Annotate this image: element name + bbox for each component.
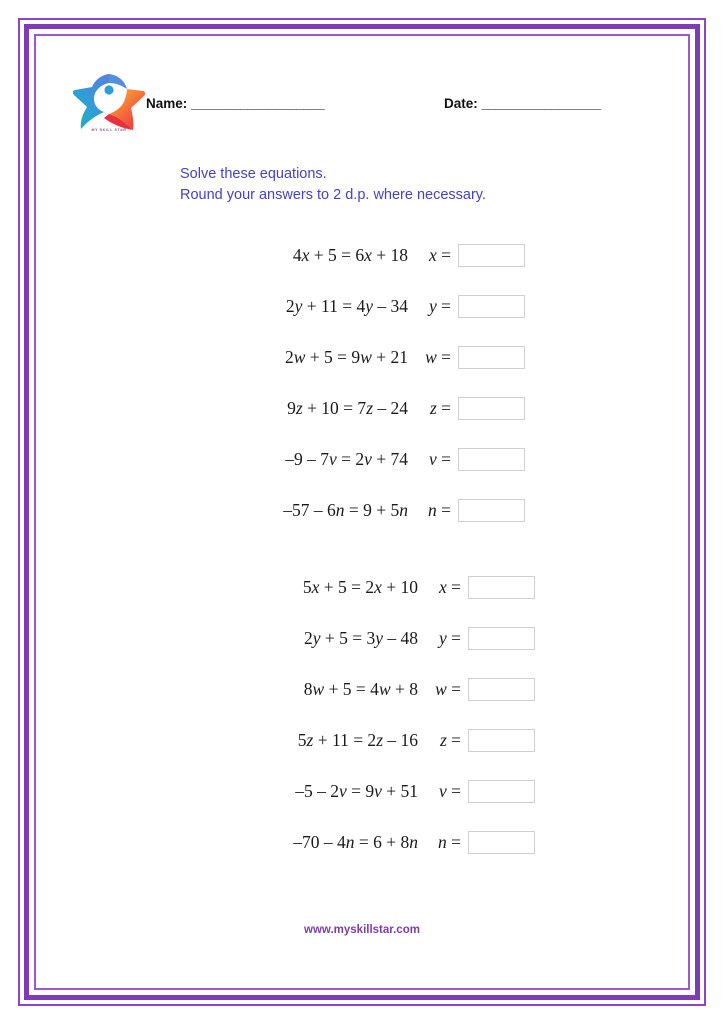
answer-input[interactable] bbox=[458, 244, 525, 267]
decorative-frame-outer bbox=[18, 18, 706, 1006]
name-write-line[interactable]: ___________________ bbox=[191, 96, 325, 111]
equation-expression: 8w + 5 = 4w + 8 bbox=[303, 679, 418, 699]
equation-variable-label: n = bbox=[438, 832, 461, 852]
instructions bbox=[180, 164, 486, 206]
equation-expression: 4x + 5 = 6x + 18 bbox=[292, 245, 408, 265]
answer-input[interactable] bbox=[458, 448, 525, 471]
equation-row bbox=[38, 562, 686, 613]
instruction-line-2: Round your answers to 2 d.p. where necessary. bbox=[180, 187, 487, 203]
equation-row bbox=[38, 485, 686, 536]
equation-variable-label: n = bbox=[428, 500, 451, 520]
equation-group-1 bbox=[38, 230, 686, 536]
worksheet-content bbox=[38, 38, 686, 986]
equation-variable-label: v = bbox=[428, 449, 451, 469]
answer-input[interactable] bbox=[458, 397, 525, 420]
equation-row bbox=[38, 434, 686, 485]
equation-expression: –57 – 6n = 9 + 5n bbox=[283, 500, 408, 520]
equation-expression: –70 – 4n = 6 + 8n bbox=[293, 832, 418, 852]
equation-variable-label: x = bbox=[438, 577, 461, 597]
decorative-frame-middle bbox=[24, 24, 700, 1000]
equation-expression: –5 – 2v = 9v + 51 bbox=[295, 781, 418, 801]
date-label: Date: bbox=[444, 96, 478, 111]
equations-section bbox=[38, 230, 686, 868]
equation-row bbox=[38, 664, 686, 715]
answer-input[interactable] bbox=[458, 346, 525, 369]
equation-variable-label: v = bbox=[438, 781, 461, 801]
equation-expression: 5x + 5 = 2x + 10 bbox=[302, 577, 418, 597]
equation-group-2 bbox=[38, 562, 686, 868]
equation-row bbox=[38, 383, 686, 434]
date-write-line[interactable]: _________________ bbox=[481, 96, 601, 111]
answer-input[interactable] bbox=[468, 576, 535, 599]
decorative-frame-inner bbox=[34, 34, 690, 990]
star-person-icon bbox=[71, 66, 147, 132]
equation-row bbox=[38, 332, 686, 383]
equation-variable-label: y = bbox=[428, 296, 451, 316]
equation-row bbox=[38, 230, 686, 281]
myskillstar-logo bbox=[71, 66, 147, 146]
name-label: Name: bbox=[146, 96, 188, 111]
equation-row bbox=[38, 766, 686, 817]
answer-input[interactable] bbox=[468, 678, 535, 701]
equation-expression: 5z + 11 = 2z – 16 bbox=[297, 730, 418, 750]
equation-variable-label: y = bbox=[438, 628, 461, 648]
equation-row bbox=[38, 281, 686, 332]
equation-expression: 9z + 10 = 7z – 24 bbox=[287, 398, 408, 418]
equation-variable-label: w = bbox=[435, 679, 461, 699]
answer-input[interactable] bbox=[468, 627, 535, 650]
equation-expression: 2y + 5 = 3y – 48 bbox=[303, 628, 418, 648]
equation-expression: –9 – 7v = 2v + 74 bbox=[285, 449, 408, 469]
answer-input[interactable] bbox=[458, 499, 525, 522]
date-field[interactable] bbox=[444, 96, 601, 111]
equation-expression: 2w + 5 = 9w + 21 bbox=[285, 347, 408, 367]
logo-caption: MY SKILL STAR bbox=[91, 128, 127, 132]
instruction-line-1: Solve these equations. bbox=[180, 166, 327, 182]
equation-row bbox=[38, 817, 686, 868]
answer-input[interactable] bbox=[468, 831, 535, 854]
equation-row bbox=[38, 715, 686, 766]
equation-variable-label: z = bbox=[429, 398, 451, 418]
equation-row bbox=[38, 613, 686, 664]
name-field[interactable] bbox=[146, 96, 324, 111]
equation-expression: 2y + 11 = 4y – 34 bbox=[285, 296, 408, 316]
equation-variable-label: z = bbox=[439, 730, 461, 750]
footer-url[interactable]: www.myskillstar.com bbox=[304, 924, 420, 936]
answer-input[interactable] bbox=[468, 729, 535, 752]
answer-input[interactable] bbox=[468, 780, 535, 803]
equation-variable-label: w = bbox=[425, 347, 451, 367]
worksheet-header bbox=[38, 66, 686, 156]
answer-input[interactable] bbox=[458, 295, 525, 318]
equation-variable-label: x = bbox=[428, 245, 451, 265]
